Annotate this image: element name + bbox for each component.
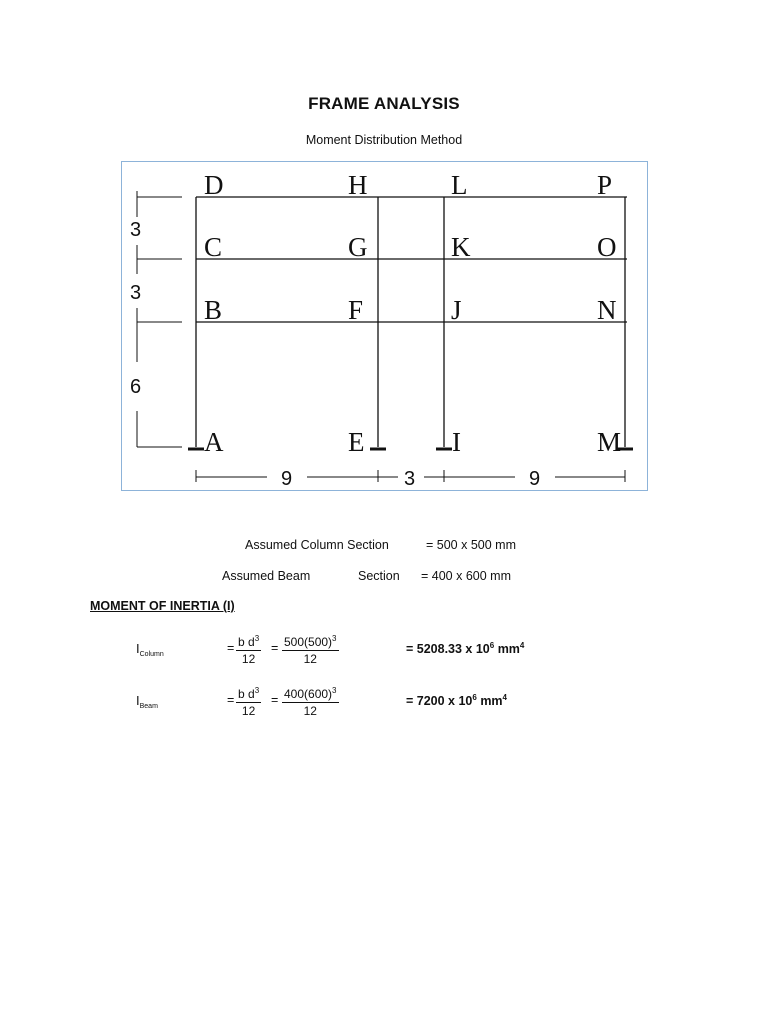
i-column-symbol <box>136 641 164 658</box>
result-unit: mm <box>476 694 503 708</box>
equals-sign: = <box>271 641 279 655</box>
numeric-fraction <box>282 683 339 719</box>
column-section-label: Assumed Column Section <box>245 538 389 552</box>
result-unit: mm <box>494 642 520 656</box>
i-symbol: I <box>136 693 140 708</box>
numerator-text: 500(500) <box>284 635 333 649</box>
node-label: E <box>348 427 365 457</box>
fraction-denominator: 12 <box>303 704 317 718</box>
exponent: 3 <box>332 634 337 643</box>
result-unit-exponent: 4 <box>519 641 525 650</box>
frame-diagram-svg <box>122 162 649 492</box>
column-inertia-result <box>406 641 524 656</box>
node-label: F <box>348 295 364 325</box>
node-label: G <box>348 232 368 262</box>
node-label: N <box>597 295 617 325</box>
result-value: = 7200 x 10 <box>406 694 473 708</box>
column-section-value: = 500 x 500 mm <box>426 538 516 552</box>
span-label: 9 <box>281 468 293 490</box>
numeric-fraction <box>282 631 339 667</box>
equals-sign: = <box>227 693 235 707</box>
span-label: 3 <box>404 468 416 490</box>
exponent: 3 <box>254 634 260 643</box>
i-subscript: Beam <box>139 703 158 710</box>
height-label: 6 <box>130 376 142 398</box>
result-exponent: 6 <box>472 693 477 702</box>
equals-sign: = <box>227 641 235 655</box>
node-label: D <box>204 170 224 200</box>
inertia-heading: MOMENT OF INERTIA (I) <box>90 599 235 613</box>
fraction-denominator: 12 <box>303 652 317 666</box>
node-label: K <box>451 232 471 262</box>
beam-section-value: = 400 x 600 mm <box>421 569 511 583</box>
page-subtitle: Moment Distribution Method <box>305 133 463 147</box>
i-subscript: Column <box>139 651 164 658</box>
height-label: 3 <box>130 219 142 241</box>
fraction-denominator: 12 <box>241 704 256 718</box>
fraction-numerator <box>282 631 339 651</box>
numerator-text: 400(600) <box>284 687 333 701</box>
span-label: 9 <box>529 468 541 490</box>
node-label: H <box>348 170 368 200</box>
i-symbol: I <box>136 641 140 656</box>
result-exponent: 6 <box>489 641 495 650</box>
i-beam-symbol <box>136 693 158 710</box>
beam-inertia-result <box>406 693 507 708</box>
result-unit-exponent: 4 <box>502 693 507 702</box>
exponent: 3 <box>332 686 337 695</box>
equals-sign: = <box>271 693 279 707</box>
result-value: = 5208.33 x 10 <box>406 642 490 656</box>
node-label: J <box>451 295 462 325</box>
beam-section-word: Section <box>358 569 400 583</box>
node-label: M <box>597 427 622 457</box>
fraction-numerator <box>236 631 261 651</box>
node-label: B <box>204 295 223 325</box>
node-label: I <box>452 427 461 457</box>
numerator-text: b d <box>238 687 255 701</box>
exponent: 3 <box>254 686 260 695</box>
fraction-numerator <box>282 683 339 703</box>
numerator-text: b d <box>238 635 255 649</box>
node-label: O <box>597 232 617 262</box>
beam-section-label: Assumed Beam <box>222 569 311 583</box>
node-label: A <box>204 427 224 457</box>
generic-fraction <box>236 631 261 667</box>
frame-diagram <box>121 161 648 491</box>
height-label: 3 <box>130 282 142 304</box>
fraction-denominator: 12 <box>241 652 256 666</box>
generic-fraction <box>236 683 261 719</box>
node-label: C <box>204 232 223 262</box>
fraction-numerator <box>236 683 261 703</box>
page-title: FRAME ANALYSIS <box>308 94 460 113</box>
node-label: P <box>597 170 613 200</box>
node-label: L <box>451 170 468 200</box>
